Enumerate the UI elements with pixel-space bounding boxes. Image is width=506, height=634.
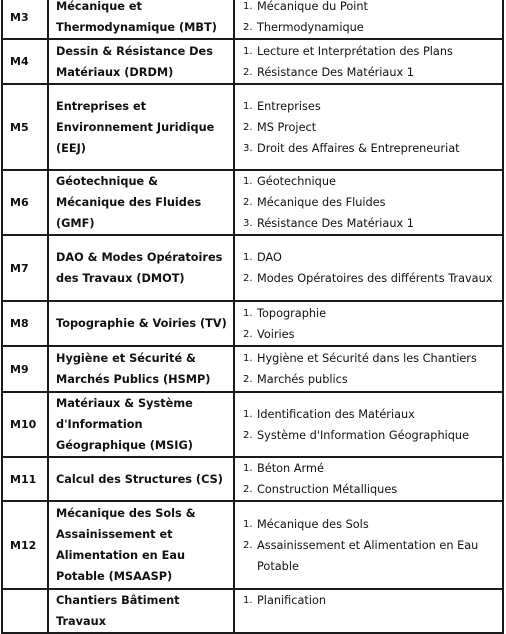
subject-title: Thermodynamique <box>257 21 364 34</box>
subject-number: 1. <box>243 518 253 530</box>
subject-title: MS Project <box>257 120 317 134</box>
subject-title: Construction Métalliques <box>257 483 398 496</box>
subject-number: 3. <box>243 218 253 229</box>
module-subjects <box>234 84 503 170</box>
subject-title: Voiries <box>257 327 295 341</box>
module-code: M6 <box>2 170 48 235</box>
subject-title: Identification des Matériaux <box>257 407 415 421</box>
module-row <box>2 235 503 301</box>
module-subjects <box>234 39 503 84</box>
module-name: Hygiène et Sécurité & Marchés Publics (HSMP) <box>48 346 234 392</box>
subject-number: 2. <box>243 22 253 33</box>
subject-title: Béton Armé <box>257 462 324 475</box>
subject-item <box>243 17 494 38</box>
subject-number: 2. <box>243 328 253 340</box>
subject-number: 2. <box>243 66 253 78</box>
module-subjects <box>234 501 503 589</box>
subject-item <box>243 138 494 159</box>
subject-title: Entreprises <box>257 99 321 113</box>
subject-number: 2. <box>243 374 253 385</box>
module-code: M3 <box>2 0 48 39</box>
module-subjects <box>234 0 503 39</box>
module-row <box>2 501 503 589</box>
module-row <box>2 346 503 392</box>
subject-number: 1. <box>243 307 253 319</box>
subject-title: DAO <box>257 251 282 264</box>
subject-item <box>243 0 494 17</box>
subject-title: Droit des Affaires & Entrepreneuriat <box>257 141 460 155</box>
module-subjects <box>234 235 503 301</box>
module-name: Chantiers Bâtiment Travaux <box>48 589 234 633</box>
module-name: Mécanique et Thermodynamique (MBT) <box>48 0 234 39</box>
module-row <box>2 392 503 457</box>
subject-number: 1. <box>243 1 253 12</box>
subject-title: Géotechnique <box>257 175 336 188</box>
subject-title: Modes Opératoires des différents Travaux <box>257 272 493 285</box>
module-name: Géotechnique & Mécanique des Fluides (GMF) <box>48 170 234 235</box>
module-name: DAO & Modes Opératoires des Travaux (DMOT) <box>48 235 234 301</box>
subject-number: 1. <box>243 45 253 57</box>
subject-item <box>243 62 494 83</box>
subject-title: Marchés publics <box>257 373 348 386</box>
subject-number: 2. <box>243 121 253 133</box>
subject-item <box>243 458 494 479</box>
module-subjects <box>234 457 503 501</box>
module-code: M8 <box>2 301 48 346</box>
module-code: M4 <box>2 39 48 84</box>
module-subjects <box>234 170 503 235</box>
subject-item <box>243 514 494 535</box>
subject-number: 2. <box>243 273 253 284</box>
subject-number: 1. <box>243 100 253 112</box>
subject-title: Résistance Des Matériaux 1 <box>257 217 414 230</box>
module-code: M10 <box>2 392 48 457</box>
module-row <box>2 301 503 346</box>
modules-table <box>1 0 504 634</box>
subject-title: Système d'Information Géographique <box>257 428 470 442</box>
subject-item <box>243 171 494 192</box>
module-code: M11 <box>2 457 48 501</box>
subject-number: 1. <box>243 176 253 187</box>
module-subjects <box>234 589 503 633</box>
subject-item <box>243 324 494 345</box>
module-row <box>2 170 503 235</box>
module-name: Dessin & Résistance Des Matériaux (DRDM) <box>48 39 234 84</box>
subject-number: 2. <box>243 197 253 208</box>
subject-item <box>243 96 494 117</box>
subject-item <box>243 348 494 369</box>
module-name: Topographie & Voiries (TV) <box>48 301 234 346</box>
subject-number: 1. <box>243 353 253 364</box>
subject-title: Assainissement et Alimentation en Eau Potable <box>257 538 479 573</box>
subject-number: 1. <box>243 252 253 263</box>
subject-title: Mécanique des Fluides <box>257 196 386 209</box>
subject-item <box>243 404 494 425</box>
module-subjects <box>234 346 503 392</box>
module-row <box>2 589 503 633</box>
module-code: M9 <box>2 346 48 392</box>
subject-number: 1. <box>243 595 253 606</box>
subject-item <box>243 369 494 390</box>
module-row <box>2 457 503 501</box>
subject-number: 2. <box>243 429 253 441</box>
module-subjects <box>234 301 503 346</box>
subject-item <box>243 117 494 138</box>
subject-item <box>243 268 494 289</box>
subject-item <box>243 303 494 324</box>
module-code <box>2 589 48 633</box>
subject-number: 2. <box>243 539 253 551</box>
module-row <box>2 0 503 39</box>
subject-item <box>243 213 494 234</box>
subject-item <box>243 590 494 611</box>
subject-title: Lecture et Interprétation des Plans <box>257 44 453 58</box>
subject-number: 1. <box>243 463 253 474</box>
subject-title: Planification <box>257 594 327 607</box>
module-name: Matériaux & Système d'Information Géographique (MSIG) <box>48 392 234 457</box>
subject-number: 2. <box>243 484 253 495</box>
module-code: M12 <box>2 501 48 589</box>
module-code: M7 <box>2 235 48 301</box>
subject-title: Mécanique des Sols <box>257 517 369 531</box>
subject-item <box>243 41 494 62</box>
subject-title: Hygiène et Sécurité dans les Chantiers <box>257 352 477 365</box>
subject-item <box>243 479 494 500</box>
subject-item <box>243 192 494 213</box>
subject-item <box>243 247 494 268</box>
subject-title: Résistance Des Matériaux 1 <box>257 65 414 79</box>
subject-title: Mécanique du Point <box>257 0 368 13</box>
subject-number: 3. <box>243 142 253 154</box>
modules-table-body <box>2 0 503 633</box>
subject-title: Topographie <box>257 306 327 320</box>
module-code: M5 <box>2 84 48 170</box>
module-name: Calcul des Structures (CS) <box>48 457 234 501</box>
subject-item <box>243 425 494 446</box>
module-row <box>2 39 503 84</box>
module-subjects <box>234 392 503 457</box>
subject-item <box>243 535 494 577</box>
module-name: Entreprises et Environnement Juridique (EEJ) <box>48 84 234 170</box>
subject-number: 1. <box>243 408 253 420</box>
module-name: Mécanique des Sols & Assainissement et Alimentation en Eau Potable (MSAASP) <box>48 501 234 589</box>
module-row <box>2 84 503 170</box>
